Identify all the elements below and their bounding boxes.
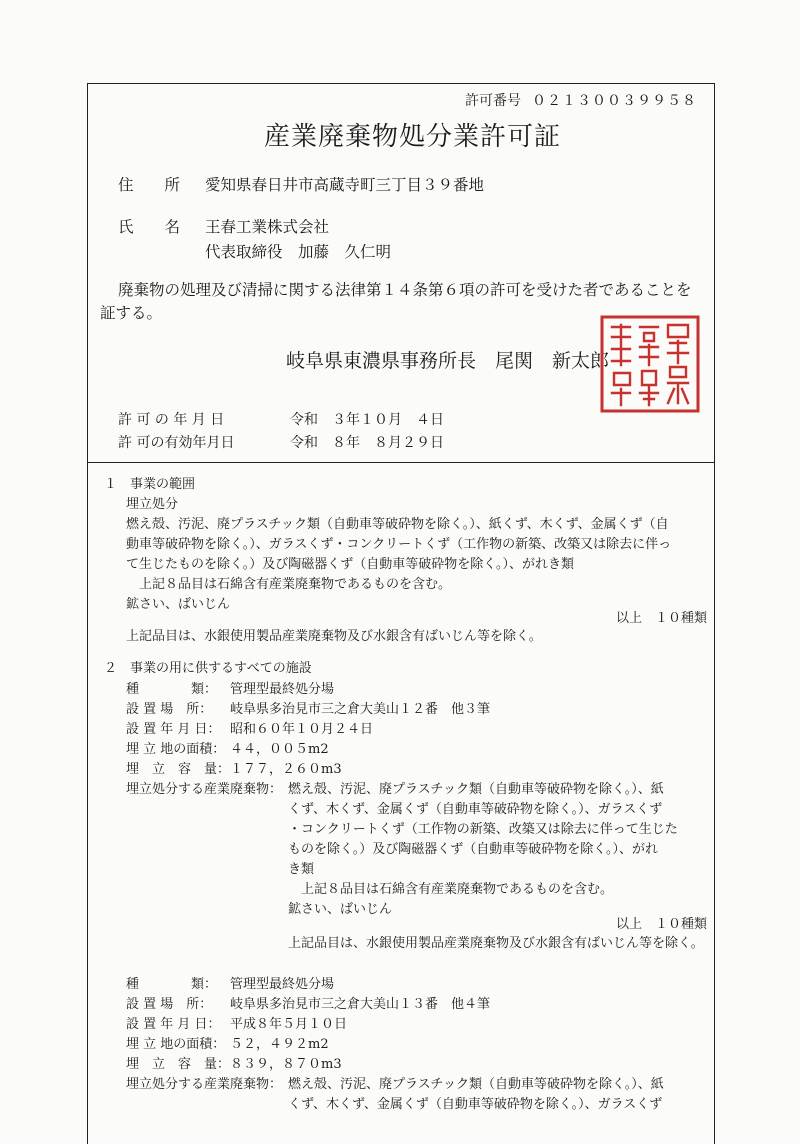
facility-1-note: 上記品目は、水銀使用製品産業廃棄物及び水銀含有ばいじん等を除く。 — [288, 936, 704, 951]
facility-2-type-label: 種 類： — [126, 977, 218, 992]
company-name: 王春工業株式会社 — [205, 218, 330, 236]
facility-1-waste-line-5: き類 — [288, 862, 315, 877]
facility-1-date: 昭和６０年１０月２４日 — [230, 722, 374, 737]
facility-1-area-label: 埋 立 地の面積： — [126, 742, 226, 757]
facility-2-waste-line-1: 燃え殻、汚泥、廃プラスチック類（自動車等破砕物を除く。）、紙 — [288, 1077, 664, 1092]
scope-total: 以上 １０種類 — [616, 611, 708, 626]
facility-2-date: 平成８年５月１０日 — [230, 1017, 348, 1032]
facility-1-waste-line-4: ものを除く。）及び陶磁器くず（自動車等破砕物を除く。）、がれ — [288, 842, 658, 857]
facility-2-date-label: 設 置 年 月 日： — [126, 1017, 221, 1032]
scope-line-2: 動車等破砕物を除く。）、ガラスくず・コンクリートくず（工作物の新築、改築又は除去に伴っ — [126, 537, 672, 552]
facility-1-waste-line-7: 鉱さい、ばいじん — [288, 902, 393, 917]
facility-1-waste-line-3: ・コンクリートくず（工作物の新築、改築又は除去に伴って生じた — [288, 822, 678, 837]
facility-1-type-label: 種 類： — [126, 682, 218, 697]
facility-1-waste-label: 埋立処分する産業廃棄物： — [126, 782, 283, 797]
name-label: 氏 名 — [118, 218, 181, 236]
facility-2-waste-line-2: くず、木くず、金属くず（自動車等破砕物を除く。）、ガラスくず — [288, 1097, 663, 1112]
validity-date-label: 許 可の有効年月日 — [118, 435, 235, 451]
validity-date-value: 令和 ８年 ８月２９日 — [290, 435, 444, 451]
scope-line-1: 燃え殻、汚泥、廃プラスチック類（自動車等破砕物を除く。）、紙くず、木くず、金属くず（自 — [126, 517, 669, 532]
facility-2-location: 岐阜県多治見市三之倉大美山１３番 他４筆 — [230, 997, 491, 1012]
facility-1-area: ４４，００５m2 — [230, 742, 329, 757]
issuer-name: 岐阜県東濃県事務所長 尾関 新太郎 — [286, 350, 610, 372]
certification-line-1: 廃棄物の処理及び清掃に関する法律第１４条第６項の許可を受けた者であることを — [118, 281, 692, 299]
facility-1-date-label: 設 置 年 月 日： — [126, 722, 221, 737]
facility-2-type: 管理型最終処分場 — [230, 977, 335, 992]
scope-line-4: 上記８品目は石綿含有産業廃棄物であるものを含む。 — [126, 577, 452, 592]
facility-1-waste-line-2: くず、木くず、金属くず（自動車等破砕物を除く。）、ガラスくず — [288, 802, 663, 817]
address-label: 住 所 — [118, 176, 181, 194]
address-value: 愛知県春日井市高蔵寺町三丁目３９番地 — [205, 176, 485, 194]
document-title: 産業廃棄物処分業許可証 — [264, 122, 562, 152]
seal-graphic — [600, 315, 700, 413]
facility-1-type: 管理型最終処分場 — [230, 682, 335, 697]
section-1-subheading: 埋立処分 — [126, 497, 179, 512]
facility-1-location: 岐阜県多治見市三之倉大美山１２番 他３筆 — [230, 702, 491, 717]
facility-1-total: 以上 １０種類 — [616, 917, 708, 932]
permit-number: ０２１３００３９９５８ — [532, 93, 697, 109]
section-2-heading: ２ 事業の用に供するすべての施設 — [104, 661, 312, 676]
facility-1-waste-line-1: 燃え殻、汚泥、廃プラスチック類（自動車等破砕物を除く。）、紙 — [288, 782, 664, 797]
facility-2-area: ５２，４９２m2 — [230, 1037, 329, 1052]
section-divider — [87, 462, 715, 463]
facility-2-capacity-label: 埋 立 容 量： — [126, 1057, 231, 1072]
permit-number-label: 許可番号 — [465, 93, 521, 109]
facility-1-capacity-label: 埋 立 容 量： — [126, 762, 231, 777]
official-seal — [600, 315, 700, 413]
permit-date-label: 許 可 の 年 月 日 — [118, 412, 225, 428]
facility-2-capacity: ８３９，８７０m3 — [230, 1057, 342, 1072]
permit-date-value: 令和 ３年１０月 ４日 — [290, 412, 444, 428]
scope-note: 上記品目は、水銀使用製品産業廃棄物及び水銀含有ばいじん等を除く。 — [126, 629, 542, 644]
scope-line-3: て生じたものを除く。）及び陶磁器くず（自動車等破砕物を除く。）、がれき類 — [126, 557, 574, 572]
facility-2-location-label: 設 置 場 所： — [126, 997, 213, 1012]
facility-1-location-label: 設 置 場 所： — [126, 702, 213, 717]
facility-2-area-label: 埋 立 地の面積： — [126, 1037, 226, 1052]
certification-line-2: 証する。 — [100, 304, 163, 322]
facility-1-capacity: １７７，２６０m3 — [230, 762, 342, 777]
section-1-heading: １ 事業の範囲 — [104, 477, 196, 492]
scope-line-5: 鉱さい、ばいじん — [126, 597, 231, 612]
representative-name: 代表取締役 加藤 久仁明 — [205, 243, 392, 261]
facility-1-waste-line-6: 上記８品目は石綿含有産業廃棄物であるものを含む。 — [288, 882, 614, 897]
facility-2-waste-label: 埋立処分する産業廃棄物： — [126, 1077, 283, 1092]
